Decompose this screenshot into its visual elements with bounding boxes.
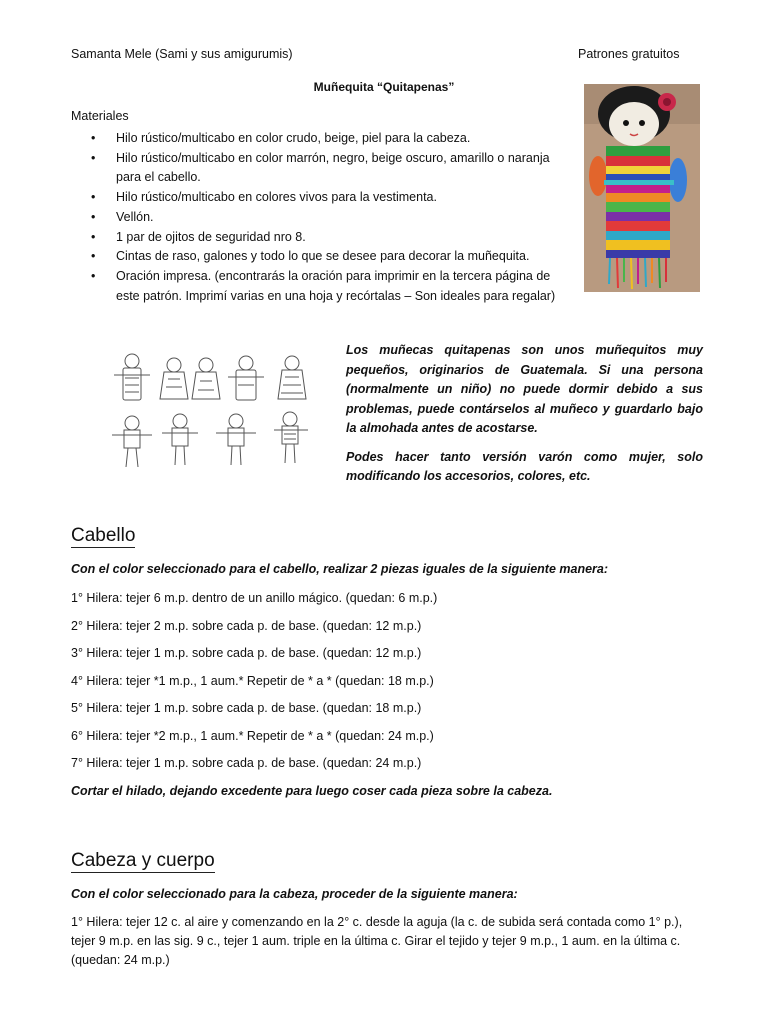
doll-sketches [110, 345, 320, 475]
list-item: • 1 par de ojitos de seguridad nro 8. [71, 228, 571, 248]
pattern-row: 1° Hilera: tejer 12 c. al aire y comenzando en la 2° c. desde la aguja (la c. de subida será contada como 1° p.), tejer 9 m.p. en las sig. 9 c., tejer 1 aum. triple en la última c. Girar el tejido y tejer 9 m.p., 1 aum. en la última c. (quedan: 24 m.p.) [71, 915, 683, 967]
pattern-row: 3° Hilera: tejer 1 m.p. sobre cada p. de base. (quedan: 12 m.p.) [71, 646, 422, 660]
intro-text [346, 341, 703, 496]
list-item: • Vellón. [71, 208, 571, 228]
section-heading: Cabello [71, 525, 136, 546]
pattern-row: 6° Hilera: tejer *2 m.p., 1 aum.* Repetir de * a * (quedan: 24 m.p.) [71, 728, 434, 743]
intro-paragraph: Podes hacer tanto versión varón como mujer, solo modificando los accesorios, colores, etc. [346, 449, 703, 483]
author-header: Samanta Mele (Sami y sus amigurumis) [71, 47, 293, 61]
intro-paragraph: Los muñecas quitapenas son unos muñequitos muy pequeños, originarios de Guatemala. Si una persona (normalmente un niño) no puede dormir debido a sus problemas, puede contárselos al muñeco y guardarlo bajo la almohada antes de acostarse. [346, 343, 703, 435]
materials-label: Materiales [71, 109, 129, 123]
list-item: • Hilo rústico/multicabo en colores vivos para la vestimenta. [71, 188, 571, 208]
section-heading-cabeza [71, 850, 215, 873]
pattern-row: 5° Hilera: tejer 1 m.p. sobre cada p. de base. (quedan: 18 m.p.) [71, 701, 422, 715]
header-tag: Patrones gratuitos [578, 47, 680, 61]
pattern-row: 1° Hilera: tejer 6 m.p. dentro de un anillo mágico. (quedan: 6 m.p.) [71, 591, 438, 605]
doll-photo-illustration [584, 84, 700, 292]
pattern-row: 4° Hilera: tejer *1 m.p., 1 aum.* Repetir de * a * (quedan: 18 m.p.) [71, 673, 434, 688]
doll-photo [584, 84, 700, 292]
section-heading: Cabeza y cuerpo [71, 850, 215, 871]
page-title: Muñequita “Quitapenas” [313, 80, 455, 94]
section-heading-cabello [71, 525, 135, 548]
list-item: • Hilo rústico/multicabo en color crudo, beige, piel para la cabeza. [71, 129, 571, 149]
cabello-instruction: Con el color seleccionado para el cabello, realizar 2 piezas iguales de la siguiente manera: [71, 562, 609, 576]
list-item: • Oración impresa. (encontrarás la oración para imprimir en la tercera página de este patrón. Imprimí varias en una hoja y recórtalas – Son ideales para regalar) [71, 267, 571, 306]
materials-list [71, 129, 571, 306]
list-item: • Hilo rústico/multicabo en color marrón, negro, beige oscuro, amarillo o naranja para el cabello. [71, 149, 571, 188]
doll-sketches-illustration [110, 345, 320, 475]
cabeza-instruction: Con el color seleccionado para la cabeza, proceder de la siguiente manera: [71, 887, 518, 901]
pattern-row: 2° Hilera: tejer 2 m.p. sobre cada p. de base. (quedan: 12 m.p.) [71, 618, 422, 633]
cabello-rows [71, 589, 552, 801]
pattern-row: 7° Hilera: tejer 1 m.p. sobre cada p. de base. (quedan: 24 m.p.) [71, 756, 422, 770]
list-item: • Cintas de raso, galones y todo lo que se desee para decorar la muñequita. [71, 247, 571, 267]
cabello-closing: Cortar el hilado, dejando excedente para luego coser cada pieza sobre la cabeza. [71, 783, 553, 798]
